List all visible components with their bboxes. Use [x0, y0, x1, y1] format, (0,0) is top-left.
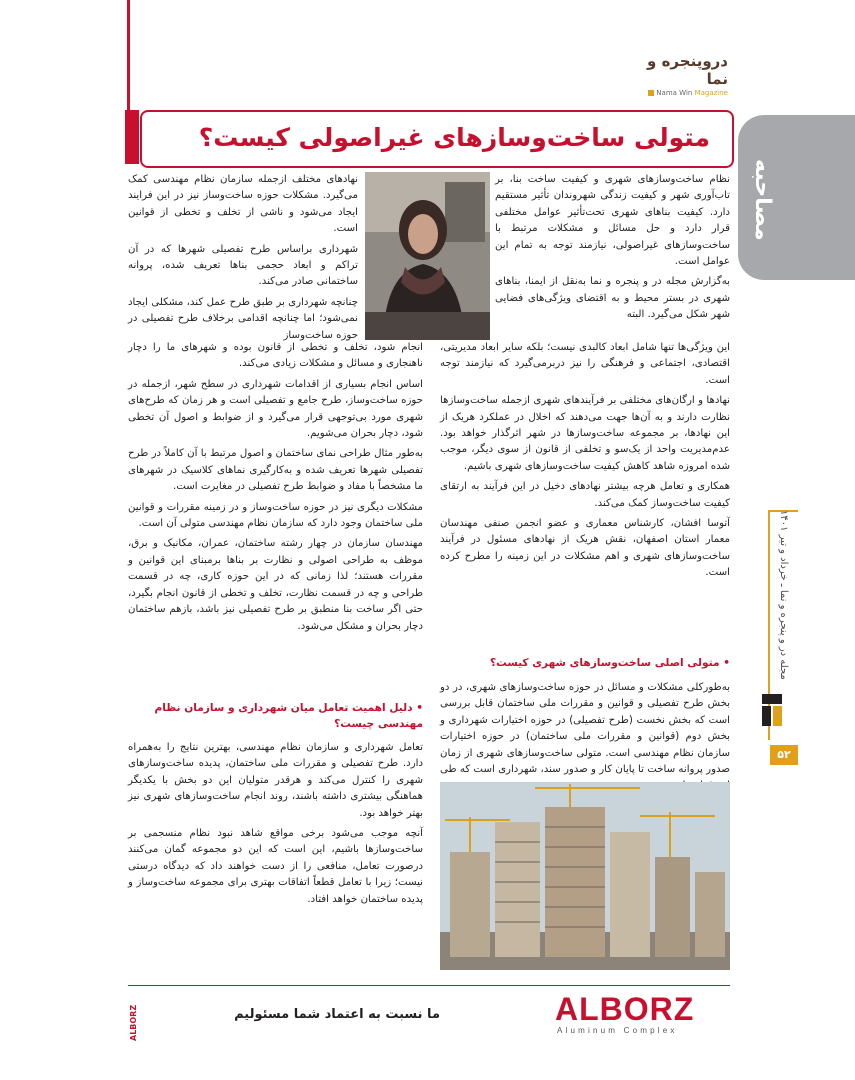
alborz-logo [553, 990, 733, 1036]
body-paragraph: نهادهای مختلف ازجمله سازمان نظام مهندسی کمک می‌گیرد. مشکلات حوزه ساخت‌وساز نیز در این فرایند ایجاد می‌شود و ناشی از تخلف و تخطی از قوانین است. [128, 174, 358, 235]
magazine-logo-fa: دروپنجره و نما [647, 52, 728, 88]
top-accent-line [127, 0, 130, 56]
alborz-logo-text: ALBORZ [555, 991, 695, 1027]
construction-photo [440, 782, 730, 970]
body-paragraph: نهادها و ارگان‌های مختلفی بر فرآیندهای شهری از‌جمله ساخت‌وسازها نظارت دارند و به آن‌ها جهت می‌دهند که اخلال در عملکرد هریک از این نهادها، بر مجموعه ساخت‌وسازها در شهر اثرگذار خواهد بود. عدم‌مدیریت واحد از یک‌سو و تخلفی از قانون از سوی دیگر، موجب شده امروزه شاهد کاهش کیفیت ساخت‌وسازهای شهری باشیم. [440, 395, 730, 472]
footer-rule [128, 985, 730, 986]
body-paragraph: این ویژگی‌ها تنها شامل ابعاد کالبدی نیست؛ بلکه سایر ابعاد مدیریتی، اقتصادی، اجتماعی و فرهنگی را نیز دربرمی‌گیرد که نیازمند توجه است. [440, 342, 730, 386]
body-paragraph: مشکلات دیگری نیز در حوزه ساخت‌وساز و در زمینه مقررات و قوانین ملی ساختمان وجود دارد که سازمان نظام مهندسی متولی آن است. [128, 501, 423, 530]
magazine-mark-icon [760, 690, 784, 730]
body-paragraph: به‌طور مثال طراحی نمای ساختمان و اصول مرتبط با آن کاملاً در طرح تفصیلی شهرها تعریف شده و به‌کارگیری نماهای کلاسیک در شهرهای ما مشخصاً با مفاد و ضوابط طرح تفصیلی در مغایرت است. [128, 448, 423, 493]
section-tab-label: مصاحبه [750, 159, 775, 241]
left-top-column [128, 172, 358, 340]
body-paragraph: مهندسان سازمان در چهار رشته ساختمان، عمران، مکانیک و برق، موظف به طراحی اصولی و نظارت بر بناها برمبنای این قوانین و مقررات هستند؛ لذا زمانی که در این حوزه کاری، چه در قسمت طراحی و چه در قسمت نظارت، تخلف و تخطی از قانون انجام بگیرد، حتی اگر ساخت بنا منطبق بر طرح تفصیلی نیز باشد، بازهم ساختمان دچار بحران و مشکل می‌شود. [128, 538, 423, 632]
article-title: متولی ساخت‌وسازهای غیراصولی کیست؟ [198, 123, 710, 152]
body-paragraph: به‌طورکلی مشکلات و مسائل در حوزه ساخت‌وسازهای شهری، در دو بخش طرح تفصیلی و قوانین و مقررات ملی ساختمان قابل بررسی است که بخش نخست (طرح تفصیلی) در حوزه اختیارات شهرداری و بخش دوم (قوانین و مقررات ملی ساختمان) در حوزه اختیارات سازمان نظام مهندسی است. متولی ساخت‌وسازهای شهری از زمان صدور پروانه ساخت تا پایان کار و صدور سند، شهرداری است که طی [440, 682, 730, 776]
interviewee-photo [365, 172, 490, 340]
title-left-bar [125, 110, 139, 164]
left-body-column [128, 340, 423, 695]
body-paragraph: شهرداری براساس طرح تفصیلی شهرها که در آن تراکم و ابعاد حجمی بناها تعریف شده، پروانه ساختمانی صادر می‌کند. [128, 243, 358, 288]
footer-side-brand: ALBORZ [129, 1004, 138, 1042]
intro-paragraph-2: به‌گزارش مجله در و پنجره و نما به‌نقل از ایمنا، بناهای شهری در بستر محیط و به اقتضای ویژگی‌های فضایی شهر شکل می‌گیرد. البته [495, 276, 730, 321]
subheading-cooperation: • دلیل اهمیت تعامل میان شهرداری و سازمان نظام مهندسی چیست؟ [154, 702, 423, 730]
body-paragraph: آتوسا افشان، کارشناس معماری و عضو انجمن صنفی مهندسان معمار استان اصفهان، نقش هریک از نهادهای مسئول در فرآیند ساخت‌وسازهای شهری و اهم مشکلات در این زمینه را مطرح کرده است. [440, 518, 730, 579]
right-bottom-column [440, 680, 730, 780]
intro-column [495, 172, 730, 340]
body-paragraph: اساس انجام بسیاری از اقدامات شهرداری در سطح شهر، ازجمله در حوزه ساخت‌وساز، طرح جامع و تفصیلی است و هر زمان که طرح‌های شهری مورد بی‌توجهی قرار می‌گیرد و از ضوابط و اصول آن تخطی شود، دچار بحران می‌شویم. [128, 378, 423, 440]
page-number: ۵۲ [770, 745, 798, 765]
body-paragraph: آنچه موجب می‌شود برخی مواقع شاهد نبود نظام منسجمی بر ساخت‌وسازها باشیم، این است که این دو مجموعه گمان می‌کنند درصورت تعامل، منافعی را از دست خواهند داد که دیدگاه درستی نیست؛ زیرا با تعامل قطعاً اتفاقات بهتری برای مجموعه ساخت‌وساز و پدیده ساختمان خواهد افتاد. [128, 828, 423, 905]
subheading-main-responsible: • متولی اصلی ساخت‌وسازهای شهری کیست؟ [489, 657, 730, 669]
title-connector-line [127, 56, 130, 112]
body-paragraph: همکاری و تعامل هرچه بیشتر نهادهای دخیل در این فرآیند به ارتقای کیفیت ساخت‌وساز کمک می‌کند. [440, 481, 730, 509]
magazine-logo-en: Nama Win Magazine [640, 88, 728, 98]
body-paragraph: تعامل شهرداری و سازمان نظام مهندسی، بهترین نتایج را به‌همراه دارد. طرح تفصیلی و مقررات ملی ساختمان، پدیده ساخت‌وسازهای شهری را کنترل می‌کند و هرقدر متولیان این دو بخش با یکدیگر هماهنگی بیشتری داشته باشند، روند انجام ساخت‌وسازهای شهری نیز بهتر خواهد بود. [128, 742, 423, 819]
body-paragraph: چنانچه شهرداری بر طبق طرح عمل کند، مشکلی ایجاد نمی‌شود؛ اما چنانچه اقدامی برخلاف طرح تفصیلی در حوزه ساخت‌وساز [128, 296, 358, 341]
logo-square-icon [648, 90, 654, 96]
magazine-logo [640, 52, 728, 97]
left-bottom-column [128, 740, 423, 975]
issue-info: مجله در و پنجره و نما ـ خرداد و تیر ۱۴۰۱ [778, 510, 789, 680]
alborz-logo-sub: Aluminum Complex [557, 1026, 678, 1035]
right-body-column [440, 340, 730, 640]
ad-slogan: ما نسبت به اعتماد شما مسئولیم [234, 1007, 440, 1022]
intro-paragraph: نظام ساخت‌وسازهای شهری و کیفیت ساخت بنا، بر تاب‌آوری شهر و کیفیت زندگی شهروندان تأثیر مستقیم دارد. کیفیت بناهای شهری تحت‌تأثیر عوامل مختلفی قرار دارد و حل مسائل و مشکلات مرتبط با ساخت‌وسازهای غیراصولی، نیازمند توجه به تمام این عوامل است. [495, 174, 730, 268]
body-paragraph: انجام شود، تخلف و تخطی از قانون بوده و شهرهای ما را دچار ناهنجاری و مسائل و مشکلات زیادی می‌کند. [128, 342, 423, 370]
